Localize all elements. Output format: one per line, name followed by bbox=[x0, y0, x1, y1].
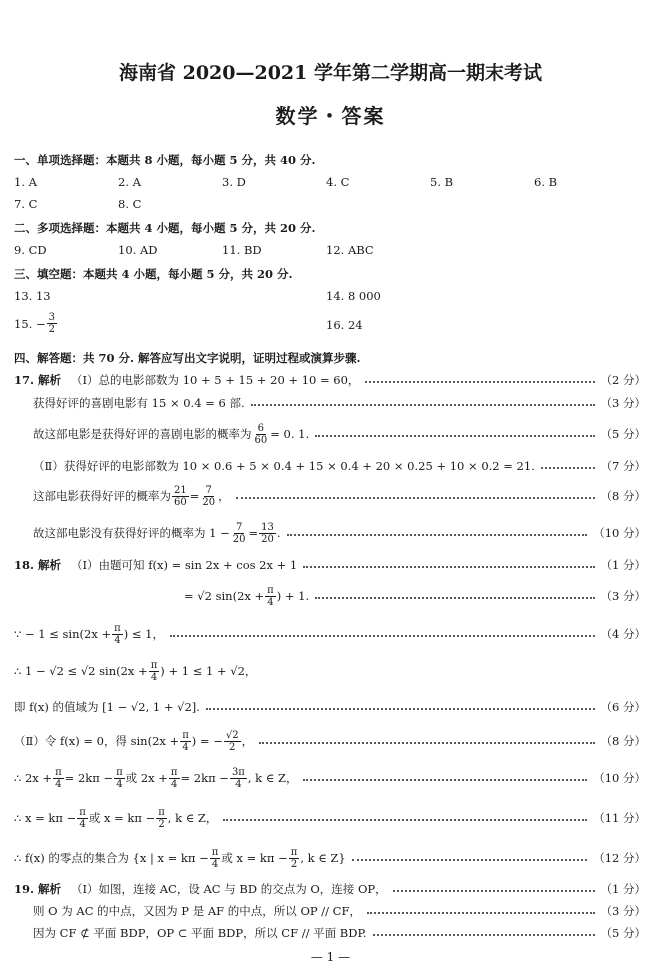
answer-11: 11. BD bbox=[222, 243, 262, 257]
q18-line-8: ∴ x = kπ − $\frac{\pi}{4}$ 或 x = kπ − $\frac{\pi}{2}$ , k ∈ Z， （11 分） bbox=[14, 806, 646, 830]
answer-7: 7. C bbox=[14, 197, 38, 211]
q17-line-6: 故这部电影没有获得好评的概率为 1 − $\frac{7}{20}$ = $\frac{13}{20}$ . （10 分） bbox=[33, 521, 646, 545]
score: （10 分） bbox=[593, 771, 646, 785]
fraction: $\frac{√2}{2}$ bbox=[225, 729, 239, 753]
q18-label: 18. 解析 bbox=[14, 558, 62, 572]
score: （3 分） bbox=[600, 396, 646, 410]
q18-line-7: ∴ 2x + $\frac{\pi}{4}$ = 2kπ − $\frac{\pi}{4}$ 或 2x + $\frac{\pi}{4}$ = 2kπ − $\frac{3\pi}{4}$ , k ∈ Z， （10 分） bbox=[14, 766, 646, 790]
exam-title: 海南省 2020—2021 学年第二学期高一期末考试 bbox=[119, 62, 542, 84]
leader-dots bbox=[170, 635, 595, 637]
score: （8 分） bbox=[600, 489, 646, 503]
leader-dots bbox=[365, 381, 594, 383]
q17-line-3: 故这部电影是获得好评的喜剧电影的概率为 $\frac{6}{60}$ = 0. 1. （5 分） bbox=[33, 422, 646, 446]
fraction: $\frac{\pi}{4}$ bbox=[170, 766, 178, 790]
fraction: $\frac{\pi}{2}$ bbox=[290, 846, 298, 870]
section-solutions: 四、解答题：共 70 分. 解答应写出文字说明，证明过程或演算步骤. bbox=[14, 351, 361, 365]
fraction: $\frac{\pi}{4}$ bbox=[116, 766, 123, 790]
answer-10: 10. AD bbox=[118, 243, 158, 257]
leader-dots bbox=[541, 467, 595, 469]
answer-14: 14. 8 000 bbox=[326, 289, 381, 303]
answer-5: 5. B bbox=[430, 175, 454, 189]
leader-dots bbox=[393, 890, 595, 892]
answer-15-prefix: 15. − bbox=[14, 316, 46, 331]
leader-dots bbox=[251, 404, 595, 406]
leader-dots bbox=[303, 566, 594, 568]
score: （5 分） bbox=[600, 926, 646, 940]
section-single-choice: 一、单项选择题：本题共 8 小题，每小题 5 分，共 40 分. bbox=[14, 153, 316, 167]
q17-label: 17. 解析 bbox=[14, 373, 62, 387]
q19-label: 19. 解析 bbox=[14, 882, 62, 896]
section-fill-in: 三、填空题：本题共 4 小题，每小题 5 分，共 20 分. bbox=[14, 267, 293, 281]
leader-dots bbox=[367, 912, 595, 914]
fraction: $\frac{7}{20}$ bbox=[232, 521, 246, 545]
score: （4 分） bbox=[600, 627, 646, 641]
fraction: $\frac{\pi}{4}$ bbox=[182, 729, 189, 753]
leader-dots bbox=[236, 497, 595, 499]
score: （2 分） bbox=[600, 373, 646, 387]
answer-subtitle: 数学・答案 bbox=[275, 104, 386, 128]
score: （11 分） bbox=[593, 811, 646, 825]
score: （8 分） bbox=[600, 734, 646, 748]
q17-line-1: 17. 解析 （Ⅰ）总的电影部数为 10 + 5 + 15 + 20 + 10 = 60， （2 分） bbox=[14, 373, 646, 387]
score: （10 分） bbox=[593, 526, 646, 540]
answer-3: 3. D bbox=[222, 175, 246, 189]
fraction: $\frac{\pi}{4}$ bbox=[150, 659, 158, 683]
fraction: $\frac{\pi}{4}$ bbox=[55, 766, 62, 790]
q19-line-3: 因为 CF ⊄ 平面 BDP，OP ⊂ 平面 BDP，所以 CF // 平面 BDP. （5 分） bbox=[33, 926, 646, 940]
score: （3 分） bbox=[600, 589, 646, 603]
score: （7 分） bbox=[600, 459, 646, 473]
answer-2: 2. A bbox=[118, 175, 141, 189]
leader-dots bbox=[373, 934, 595, 936]
q18-line-2: = √2 sin (2x + $\frac{\pi}{4}$ ) + 1. （3 分） bbox=[184, 584, 646, 608]
q17-line-2: 获得好评的喜剧电影有 15 × 0.4 = 6 部. （3 分） bbox=[33, 396, 646, 410]
fraction: $\frac{\pi}{4}$ bbox=[114, 622, 121, 646]
fraction: $\frac{\pi}{2}$ bbox=[158, 806, 165, 830]
fraction: $\frac{13}{20}$ bbox=[261, 521, 274, 545]
fraction: $\frac{3\pi}{4}$ bbox=[231, 766, 245, 790]
fraction: $\frac{6}{60}$ bbox=[254, 422, 268, 446]
answer-12: 12. ABC bbox=[326, 243, 374, 257]
answer-6: 6. B bbox=[534, 175, 558, 189]
q19-line-2: 则 O 为 AC 的中点，又因为 P 是 AF 的中点，所以 OP // CF， （3 分） bbox=[33, 904, 646, 918]
answer-8: 8. C bbox=[118, 197, 142, 211]
fraction: $\frac{\pi}{4}$ bbox=[267, 584, 274, 608]
score: （6 分） bbox=[600, 700, 646, 714]
q18-line-6: （Ⅱ）令 f(x) = 0，得 sin (2x + $\frac{\pi}{4}$ ) = − $\frac{√2}{2}$ ， （8 分） bbox=[14, 729, 646, 753]
answer-1: 1. A bbox=[14, 175, 37, 189]
score: （1 分） bbox=[600, 882, 646, 896]
fraction: $\frac{21}{60}$ bbox=[174, 484, 187, 508]
leader-dots bbox=[223, 819, 587, 821]
answer-9: 9. CD bbox=[14, 243, 47, 257]
score: （3 分） bbox=[600, 904, 646, 918]
score: （5 分） bbox=[600, 427, 646, 441]
answer-16: 16. 24 bbox=[326, 318, 363, 332]
fraction: $\frac{\pi}{4}$ bbox=[211, 846, 219, 870]
q18-line-4: ∴ 1 − √2 ≤ √2 sin (2x + $\frac{\pi}{4}$ ) + 1 ≤ 1 + √2， bbox=[14, 659, 257, 683]
leader-dots bbox=[315, 435, 594, 437]
leader-dots bbox=[206, 708, 595, 710]
section-multiple-choice: 二、多项选择题：本题共 4 小题，每小题 5 分，共 20 分. bbox=[14, 221, 316, 235]
score: （12 分） bbox=[593, 851, 646, 865]
q19-line-1: 19. 解析 （Ⅰ）如图，连接 AC，设 AC 与 BD 的交点为 O，连接 OP， （1 分） bbox=[14, 882, 646, 896]
leader-dots bbox=[287, 534, 588, 536]
q17-line-5: 这部电影获得好评的概率为 $\frac{21}{60}$ = $\frac{7}{20}$ ， （8 分） bbox=[33, 484, 646, 508]
leader-dots bbox=[352, 859, 587, 861]
score: （1 分） bbox=[600, 558, 646, 572]
leader-dots bbox=[315, 597, 594, 599]
q17-line-4: （Ⅱ）获得好评的电影部数为 10 × 0.6 + 5 × 0.4 + 15 × 0.4 + 20 × 0.25 + 10 × 0.2 = 21. （7 分） bbox=[33, 459, 646, 473]
leader-dots bbox=[259, 742, 594, 744]
q18-line-9: ∴ f(x) 的零点的集合为 {x | x = kπ − $\frac{\pi}{4}$ 或 x = kπ − $\frac{\pi}{2}$ , k ∈ Z} （12 分） bbox=[14, 846, 646, 870]
answer-4: 4. C bbox=[326, 175, 350, 189]
page-number: — 1 — bbox=[310, 950, 351, 964]
fraction: $\frac{\pi}{4}$ bbox=[79, 806, 86, 830]
leader-dots bbox=[303, 779, 587, 781]
fraction: $\frac{7}{20}$ bbox=[202, 484, 216, 508]
answer-13: 13. 13 bbox=[14, 289, 51, 303]
q18-line-1: 18. 解析 （Ⅰ）由题可知 f(x) = sin 2x + cos 2x + 1 （1 分） bbox=[14, 558, 646, 572]
answer-15-fraction: $\frac{3}{2}$ bbox=[48, 312, 55, 335]
answer-15 bbox=[14, 312, 58, 335]
q18-line-3: ∵ − 1 ≤ sin (2x + $\frac{\pi}{4}$ ) ≤ 1， （4 分） bbox=[14, 622, 646, 646]
q18-line-5: 即 f(x) 的值域为 [1 − √2, 1 + √2]. （6 分） bbox=[14, 700, 646, 714]
